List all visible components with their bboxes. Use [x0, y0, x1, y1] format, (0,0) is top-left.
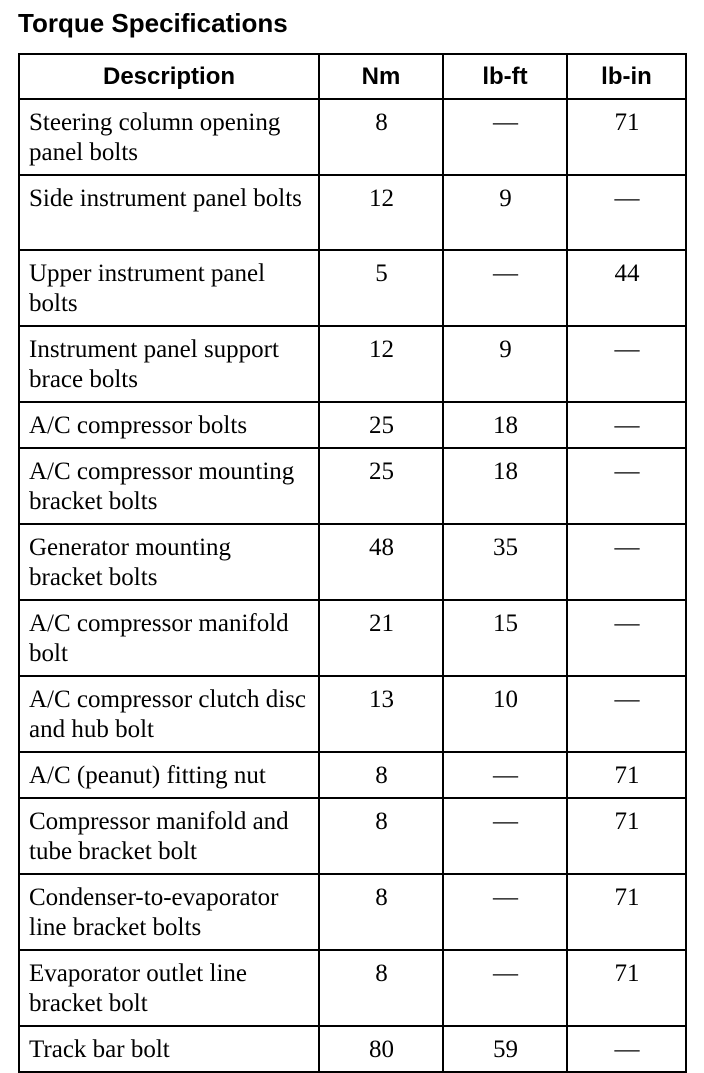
cell-nm: 8 [319, 950, 443, 1026]
cell-lbin: — [567, 175, 686, 250]
cell-lbin: — [567, 448, 686, 524]
cell-nm: 12 [319, 175, 443, 250]
table-row [19, 874, 686, 950]
table-row [19, 950, 686, 1026]
cell-description: Upper instrument panel bolts [19, 250, 319, 326]
cell-description: A/C compressor mounting bracket bolts [19, 448, 319, 524]
header-description: Description [19, 54, 319, 99]
cell-nm: 8 [319, 874, 443, 950]
cell-lbft: 18 [443, 448, 567, 524]
cell-description: Generator mounting bracket bolts [19, 524, 319, 600]
cell-lbin: 71 [567, 99, 686, 175]
cell-lbin: 71 [567, 798, 686, 874]
cell-nm: 8 [319, 99, 443, 175]
cell-description: Evaporator outlet line bracket bolt [19, 950, 319, 1026]
table-row [19, 752, 686, 798]
cell-description: Instrument panel support brace bolts [19, 326, 319, 402]
cell-description: Side instrument panel bolts [19, 175, 319, 250]
header-lbft: lb-ft [443, 54, 567, 99]
cell-nm: 12 [319, 326, 443, 402]
cell-description: A/C compressor manifold bolt [19, 600, 319, 676]
cell-lbft: 18 [443, 402, 567, 448]
table-row [19, 524, 686, 600]
cell-lbft: — [443, 752, 567, 798]
cell-lbft: 9 [443, 326, 567, 402]
cell-lbin: 44 [567, 250, 686, 326]
cell-description: Compressor manifold and tube bracket bolt [19, 798, 319, 874]
table-row [19, 1026, 686, 1072]
table-row [19, 250, 686, 326]
page-title: Torque Specifications [18, 8, 288, 38]
cell-description: Steering column opening panel bolts [19, 99, 319, 175]
table-header-row [19, 54, 686, 99]
table-row [19, 676, 686, 752]
cell-lbft: — [443, 874, 567, 950]
cell-lbin: — [567, 676, 686, 752]
cell-description: Condenser-to-evaporator line bracket bolts [19, 874, 319, 950]
cell-lbft: — [443, 250, 567, 326]
cell-nm: 25 [319, 402, 443, 448]
cell-lbin: — [567, 524, 686, 600]
cell-lbft: 15 [443, 600, 567, 676]
table-row [19, 99, 686, 175]
cell-lbin: — [567, 1026, 686, 1072]
cell-nm: 48 [319, 524, 443, 600]
cell-nm: 25 [319, 448, 443, 524]
cell-lbin: 71 [567, 752, 686, 798]
cell-description: A/C (peanut) fitting nut [19, 752, 319, 798]
cell-lbin: — [567, 326, 686, 402]
cell-nm: 13 [319, 676, 443, 752]
header-lbin: lb-in [567, 54, 686, 99]
cell-lbft: — [443, 950, 567, 1026]
cell-description: A/C compressor clutch disc and hub bolt [19, 676, 319, 752]
cell-nm: 80 [319, 1026, 443, 1072]
table-row [19, 402, 686, 448]
table-row [19, 798, 686, 874]
table-row [19, 175, 686, 250]
cell-nm: 8 [319, 752, 443, 798]
cell-lbft: — [443, 798, 567, 874]
header-nm: Nm [319, 54, 443, 99]
torque-specifications-table [18, 53, 687, 1073]
cell-lbin: — [567, 402, 686, 448]
cell-lbft: 35 [443, 524, 567, 600]
cell-nm: 8 [319, 798, 443, 874]
table-row [19, 326, 686, 402]
cell-lbin: — [567, 600, 686, 676]
cell-lbft: 59 [443, 1026, 567, 1072]
cell-lbin: 71 [567, 950, 686, 1026]
cell-lbft: — [443, 99, 567, 175]
cell-nm: 5 [319, 250, 443, 326]
table-row [19, 600, 686, 676]
cell-lbft: 9 [443, 175, 567, 250]
cell-description: A/C compressor bolts [19, 402, 319, 448]
cell-lbft: 10 [443, 676, 567, 752]
cell-description: Track bar bolt [19, 1026, 319, 1072]
table-row [19, 448, 686, 524]
cell-lbin: 71 [567, 874, 686, 950]
cell-nm: 21 [319, 600, 443, 676]
